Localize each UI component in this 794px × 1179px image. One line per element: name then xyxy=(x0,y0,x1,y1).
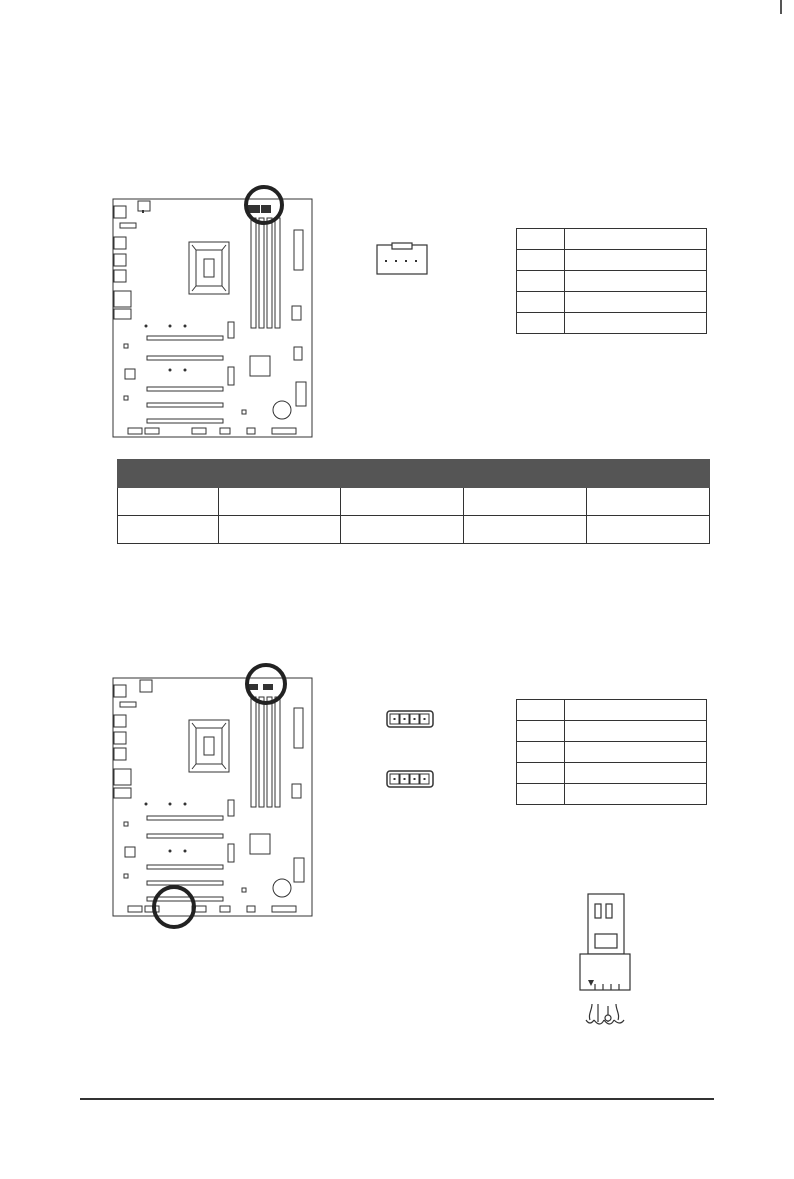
cable-plug-icon xyxy=(578,892,634,1032)
four-pin-connector-icon xyxy=(376,242,428,276)
table-row xyxy=(517,742,707,763)
four-pin-header-icon xyxy=(386,770,434,788)
pin-number-cell xyxy=(517,313,565,334)
table-cell xyxy=(219,516,341,544)
pin-number-cell xyxy=(517,700,565,721)
pin-number-cell xyxy=(517,292,565,313)
pin-definition-cell xyxy=(565,292,707,313)
table-cell xyxy=(118,488,219,516)
specification-table xyxy=(117,459,710,544)
pin-definition-cell xyxy=(565,763,707,784)
table-cell xyxy=(219,488,341,516)
table-cell xyxy=(341,488,464,516)
table-row xyxy=(118,488,710,516)
footer-rule xyxy=(80,1098,714,1100)
pin-definition-table-top xyxy=(516,228,707,334)
pin-definition-cell xyxy=(565,313,707,334)
table-cell xyxy=(587,516,710,544)
motherboard-diagram-bottom xyxy=(112,662,317,930)
pin-number-cell xyxy=(517,784,565,805)
pin-definition-cell xyxy=(565,721,707,742)
header-cell xyxy=(464,460,587,488)
header-cell xyxy=(341,460,464,488)
header-cell xyxy=(219,460,341,488)
table-row xyxy=(517,250,707,271)
pin-definition-cell xyxy=(565,229,707,250)
table-row xyxy=(517,784,707,805)
table-row xyxy=(517,292,707,313)
four-pin-header-icon xyxy=(386,710,434,728)
pin-definition-cell xyxy=(565,742,707,763)
pin-definition-cell xyxy=(565,700,707,721)
table-cell xyxy=(464,488,587,516)
table-row xyxy=(517,229,707,250)
table-row xyxy=(118,516,710,544)
header-cell xyxy=(587,460,710,488)
pin-definition-cell xyxy=(565,784,707,805)
table-row xyxy=(517,721,707,742)
pin-definition-cell xyxy=(565,250,707,271)
pin-number-cell xyxy=(517,271,565,292)
table-header-row xyxy=(118,460,710,488)
table-cell xyxy=(118,516,219,544)
pin-number-cell xyxy=(517,229,565,250)
table-row xyxy=(517,313,707,334)
header-cell xyxy=(118,460,219,488)
motherboard-diagram-top xyxy=(112,184,314,439)
highlight-circle xyxy=(154,887,194,927)
margin-mark xyxy=(780,0,782,14)
table-row xyxy=(517,700,707,721)
pin-definition-cell xyxy=(565,271,707,292)
table-cell xyxy=(587,488,710,516)
pin-number-cell xyxy=(517,721,565,742)
table-row xyxy=(517,763,707,784)
table-cell xyxy=(464,516,587,544)
pin-definition-table-bottom xyxy=(516,699,707,805)
pin-number-cell xyxy=(517,742,565,763)
pin-number-cell xyxy=(517,763,565,784)
pin-number-cell xyxy=(517,250,565,271)
table-cell xyxy=(341,516,464,544)
table-row xyxy=(517,271,707,292)
